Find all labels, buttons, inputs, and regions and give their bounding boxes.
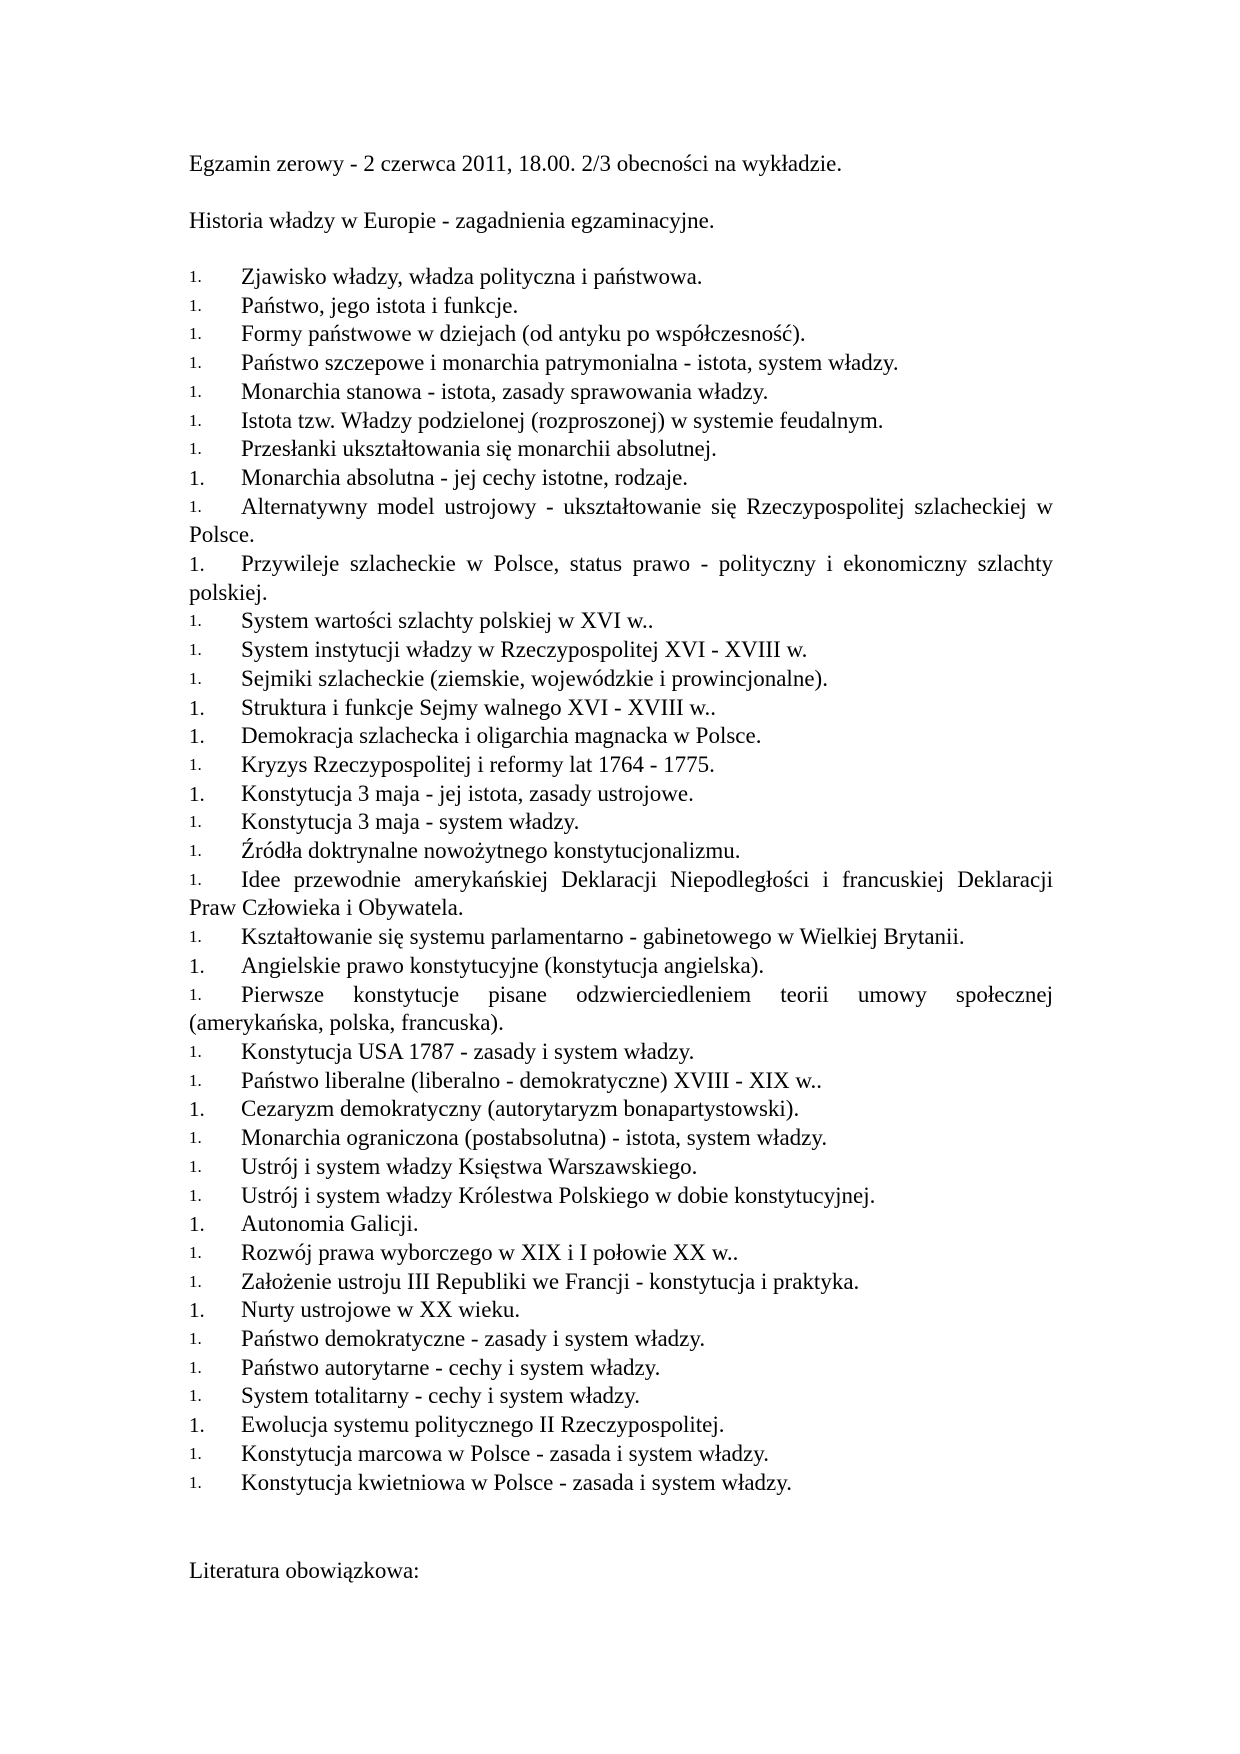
exam-info-line: Egzamin zerowy - 2 czerwca 2011, 18.00. 2/3 obecności na wykładzie. — [189, 151, 843, 176]
list-item — [189, 636, 1053, 665]
list-item-number: 1. — [189, 324, 202, 344]
list-item — [189, 493, 1053, 550]
list-item-text: Ustrój i system władzy Królestwa Polskiego w dobie konstytucyjnej. — [241, 1182, 876, 1208]
list-item — [189, 349, 1053, 378]
list-item-text: Konstytucja 3 maja - jej istota, zasady ustrojowe. — [241, 780, 694, 806]
list-item-text: Monarchia ograniczona (postabsolutna) - istota, system władzy. — [241, 1125, 828, 1151]
list-item-text: Ewolucja systemu politycznego II Rzeczypospolitej. — [241, 1412, 725, 1438]
list-item-number: 1. — [189, 953, 205, 978]
list-item — [189, 952, 1053, 981]
list-item-text: System instytucji władzy w Rzeczypospolitej XVI - XVIII w. — [241, 637, 808, 663]
exam-topics-list — [189, 263, 1053, 1497]
list-item-number: 1. — [189, 1329, 202, 1349]
list-item-text: Założenie ustroju III Republiki we Francji - konstytucja i praktyka. — [241, 1268, 860, 1294]
list-item-number: 1. — [189, 1128, 202, 1148]
list-item — [189, 923, 1053, 952]
list-item — [189, 722, 1053, 751]
list-item — [189, 1382, 1053, 1411]
list-item — [189, 1182, 1053, 1211]
list-item-text: Alternatywny model ustrojowy - ukształtowanie się Rzeczypospolitej szlacheckiej w Polsce. — [189, 493, 1053, 548]
list-item-text: Rozwój prawa wyborczego w XIX i I połowie XX w.. — [241, 1239, 739, 1265]
list-item — [189, 981, 1053, 1038]
list-item-number: 1. — [189, 927, 202, 947]
list-item-number: 1. — [189, 1212, 205, 1237]
list-item — [189, 407, 1053, 436]
list-item-number: 1. — [189, 1041, 202, 1061]
list-item — [189, 1354, 1053, 1383]
list-item-text: Nurty ustrojowe w XX wieku. — [241, 1297, 521, 1323]
list-item-text: Sejmiki szlacheckie (ziemskie, wojewódzkie i prowincjonalne). — [241, 665, 828, 691]
list-item-number: 1. — [189, 353, 202, 373]
list-item-text: Ustrój i system władzy Księstwa Warszawskiego. — [241, 1153, 698, 1179]
list-item-number: 1. — [189, 1386, 202, 1406]
list-item-text: Konstytucja marcowa w Polsce - zasada i system władzy. — [241, 1440, 769, 1466]
list-item — [189, 837, 1053, 866]
list-item — [189, 263, 1053, 292]
list-item-text: System wartości szlachty polskiej w XVI w.. — [241, 608, 654, 634]
list-item-text: Państwo, jego istota i funkcje. — [241, 292, 519, 318]
literature-heading: Literatura obowiązkowa: — [189, 1558, 420, 1583]
list-item-number: 1. — [189, 984, 202, 1004]
list-item-text: System totalitarny - cechy i system władzy. — [241, 1383, 640, 1409]
list-item — [189, 1325, 1053, 1354]
list-item-number: 1. — [189, 410, 202, 430]
list-item — [189, 780, 1053, 809]
list-item — [189, 378, 1053, 407]
list-item — [189, 1067, 1053, 1096]
list-item-text: Konstytucja USA 1787 - zasady i system władzy. — [241, 1038, 695, 1064]
list-item-number: 1. — [189, 1472, 202, 1492]
list-item — [189, 665, 1053, 694]
list-item-text: Autonomia Galicji. — [241, 1211, 419, 1237]
list-item-text: Monarchia stanowa - istota, zasady sprawowania władzy. — [241, 378, 769, 404]
list-item-number: 1. — [189, 267, 202, 286]
list-item — [189, 1124, 1053, 1153]
list-item-number: 1. — [189, 295, 202, 315]
list-item — [189, 292, 1053, 321]
list-item-text: Pierwsze konstytucje pisane odzwierciedleniem teorii umowy społecznej (amerykańska, polska, francuska). — [189, 981, 1053, 1036]
list-item — [189, 751, 1053, 780]
list-item-number: 1. — [189, 640, 202, 660]
list-item — [189, 464, 1053, 493]
list-item-text: Państwo autorytarne - cechy i system władzy. — [241, 1354, 661, 1380]
list-item-number: 1. — [189, 465, 205, 490]
list-item-number: 1. — [189, 1298, 205, 1323]
list-item-text: Państwo demokratyczne - zasady i system władzy. — [241, 1326, 706, 1352]
list-item-number: 1. — [189, 1070, 202, 1090]
list-item-number: 1. — [189, 668, 202, 688]
list-item-text: Struktura i funkcje Sejmy walnego XVI - XVIII w.. — [241, 694, 717, 720]
list-item-number: 1. — [189, 1097, 205, 1122]
list-item — [189, 1411, 1053, 1440]
list-item — [189, 435, 1053, 464]
list-item-text: Państwo szczepowe i monarchia patrymonialna - istota, system władzy. — [241, 350, 899, 376]
list-item-number: 1. — [189, 841, 202, 861]
list-item-number: 1. — [189, 812, 202, 832]
list-item-number: 1. — [189, 1185, 202, 1205]
list-item-text: Angielskie prawo konstytucyjne (konstytucja angielska). — [241, 952, 765, 978]
list-item — [189, 1469, 1053, 1498]
list-item-text: Konstytucja 3 maja - system władzy. — [241, 809, 580, 835]
list-item — [189, 808, 1053, 837]
document-body — [189, 150, 1053, 1497]
list-item — [189, 866, 1053, 923]
list-item-text: Istota tzw. Władzy podzielonej (rozproszonej) w systemie feudalnym. — [241, 407, 884, 433]
list-item-number: 1. — [189, 439, 202, 459]
list-item-number: 1. — [189, 869, 202, 889]
list-item-text: Państwo liberalne (liberalno - demokratyczne) XVIII - XIX w.. — [241, 1067, 822, 1093]
list-item-text: Monarchia absolutna - jej cechy istotne, rodzaje. — [241, 464, 689, 490]
list-item-number: 1. — [189, 611, 202, 631]
list-item — [189, 1268, 1053, 1297]
list-item — [189, 1038, 1053, 1067]
list-item-number: 1. — [189, 1357, 202, 1377]
list-item — [189, 694, 1053, 723]
list-item-number: 1. — [189, 496, 202, 516]
list-item-text: Formy państwowe w dziejach (od antyku po współczesność). — [241, 321, 806, 347]
list-item-number: 1. — [189, 695, 205, 720]
list-item-text: Przywileje szlacheckie w Polsce, status prawo - polityczny i ekonomiczny szlachty polskiej. — [189, 551, 1053, 605]
list-item — [189, 1153, 1053, 1182]
list-item-number: 1. — [189, 1156, 202, 1176]
list-item-number: 1. — [189, 724, 205, 749]
list-item-number: 1. — [189, 381, 202, 401]
list-item-number: 1. — [189, 1271, 202, 1291]
document-title: Historia władzy w Europie - zagadnienia egzaminacyjne. — [189, 208, 715, 233]
list-item — [189, 1296, 1053, 1325]
list-item — [189, 607, 1053, 636]
list-item-number: 1. — [189, 1242, 202, 1262]
list-item-text: Demokracja szlachecka i oligarchia magnacka w Polsce. — [241, 723, 762, 749]
list-item — [189, 1239, 1053, 1268]
list-item-text: Kryzys Rzeczypospolitej i reformy lat 1764 - 1775. — [241, 751, 715, 777]
list-item-text: Konstytucja kwietniowa w Polsce - zasada i system władzy. — [241, 1469, 793, 1495]
list-item — [189, 320, 1053, 349]
list-item — [189, 1440, 1053, 1469]
list-item-text: Zjawisko władzy, władza polityczna i państwowa. — [241, 264, 703, 289]
list-item-number: 1. — [189, 1443, 202, 1463]
list-item-number: 1. — [189, 552, 205, 577]
list-item-number: 1. — [189, 754, 202, 774]
list-item-number: 1. — [189, 1413, 205, 1438]
list-item-text: Kształtowanie się systemu parlamentarno - gabinetowego w Wielkiej Brytanii. — [241, 924, 965, 950]
list-item-text: Przesłanki ukształtowania się monarchii absolutnej. — [241, 436, 717, 462]
list-item — [189, 1210, 1053, 1239]
list-item — [189, 550, 1053, 607]
list-item-text: Cezaryzm demokratyczny (autorytaryzm bonapartystowski). — [241, 1096, 800, 1122]
list-item-text: Idee przewodnie amerykańskiej Deklaracji Niepodległości i francuskiej Deklaracji Praw Człowieka i Obywatela. — [189, 866, 1053, 921]
list-item-number: 1. — [189, 781, 205, 806]
list-item — [189, 1095, 1053, 1124]
list-item-text: Źródła doktrynalne nowożytnego konstytucjonalizmu. — [241, 838, 741, 864]
